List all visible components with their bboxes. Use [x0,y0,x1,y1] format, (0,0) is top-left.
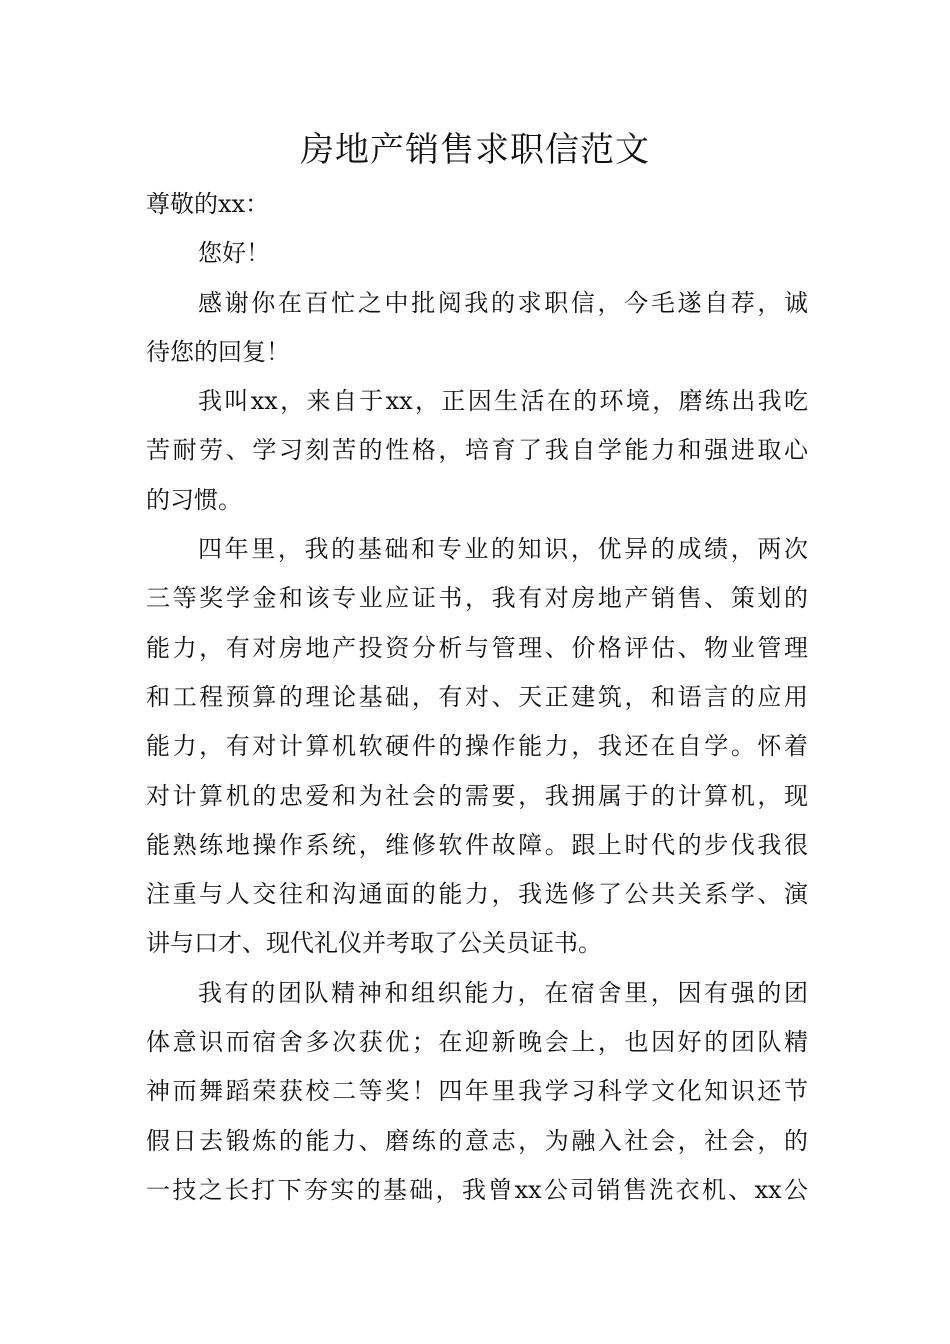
paragraph-line: 我有的团队精神和组织能力，在宿舍里，因有强的团 [198,978,808,1007]
paragraph-line: 苦耐劳、学习刻苦的性格，培育了我自学能力和强进取心 [146,436,808,465]
paragraph-line: 讲与口才、现代礼仪并考取了公关员证书。 [146,929,602,958]
paragraph-line: 一技之长打下夯实的基础，我曾xx公司销售洗衣机、xx公 [146,1175,808,1204]
letter-body [146,180,808,1215]
paragraph-line: 对计算机的忠爱和为社会的需要，我拥属于的计算机，现 [146,781,808,810]
paragraph-line: 我叫xx，来自于xx，正因生活在的环境，磨练出我吃 [198,387,808,416]
paragraph-line: 三等奖学金和该专业应证书，我有对房地产销售、策划的 [146,584,808,613]
paragraph-line: 神而舞蹈荣获校二等奖！四年里我学习科学文化知识还节 [146,1077,808,1106]
paragraph-line: 待您的回复！ [146,337,290,366]
paragraph-line: 的习惯。 [146,485,242,514]
paragraph-line: 能力，有对计算机软硬件的操作能力，我还在自学。怀着 [146,732,808,761]
document-title: 房地产销售求职信范文 [300,130,650,170]
paragraph-line: 四年里，我的基础和专业的知识，优异的成绩，两次 [198,535,808,564]
paragraph-line: 能熟练地操作系统，维修软件故障。跟上时代的步伐我很 [146,830,808,859]
paragraph-line: 体意识而宿舍多次获优；在迎新晚会上，也因好的团队精 [146,1028,808,1057]
salutation: 尊敬的xx： [146,190,270,218]
paragraph-line: 感谢你在百忙之中批阅我的求职信，今毛遂自荐，诚 [198,288,808,317]
paragraph-line: 能力，有对房地产投资分析与管理、价格评估、物业管理 [146,633,808,662]
paragraph-line: 假日去锻炼的能力、磨练的意志，为融入社会，社会，的 [146,1126,808,1155]
greeting: 您好！ [198,239,270,268]
paragraph-line: 注重与人交往和沟通面的能力，我选修了公共关系学、演 [146,880,808,909]
paragraph-line: 和工程预算的理论基础，有对、天正建筑，和语言的应用 [146,682,808,711]
